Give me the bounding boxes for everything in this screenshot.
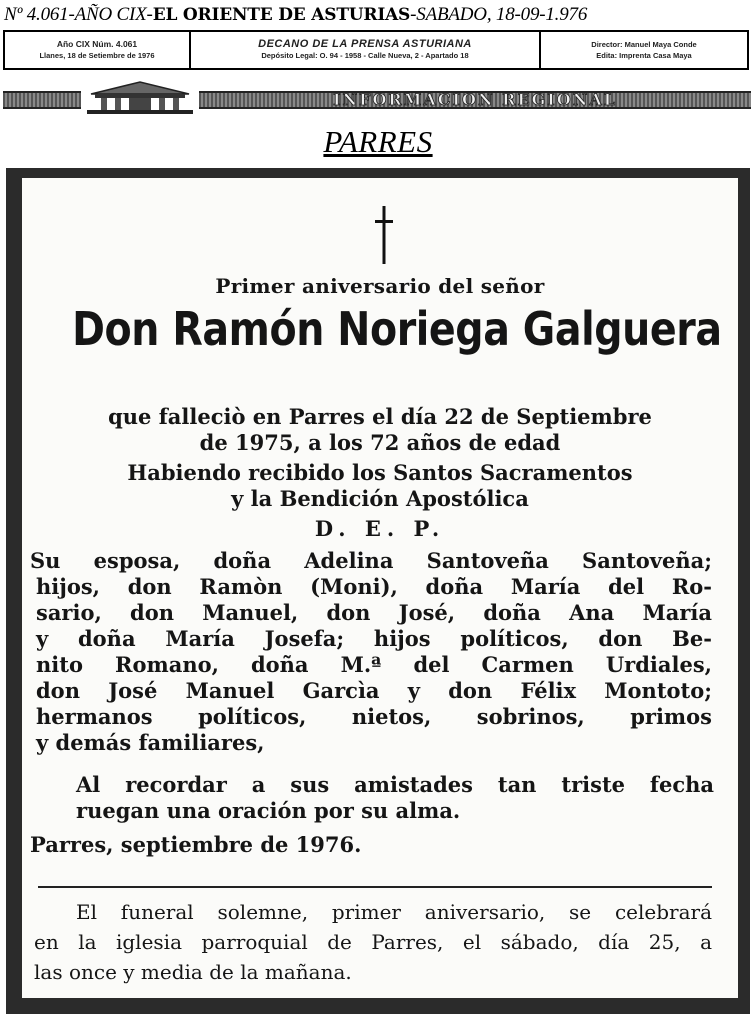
info-center <box>191 32 541 68</box>
newspaper-name: EL ORIENTE DE ASTURIAS <box>152 5 411 25</box>
notice-line: y la Bendición Apostólica <box>231 486 529 511</box>
notice-line: hijos, don Ramòn (Moni), doña María del Ro- <box>36 574 712 599</box>
section-banner <box>3 80 751 116</box>
funeral-line: El funeral solemne, primer aniversario, se celebrará <box>76 900 712 924</box>
notice-line: sario, don Manuel, don José, doña Ana María <box>36 600 712 625</box>
anniversary-subtitle: Primer aniversario del señor <box>215 274 545 298</box>
publisher-line: Edita: Imprenta Casa Maya <box>596 51 692 60</box>
notice-line: hermanos políticos, nietos, sobrinos, primos <box>36 704 712 729</box>
obituary-notice <box>6 168 750 1014</box>
notice-line: que falleciò en Parres el día 22 de Septiembre <box>108 404 652 429</box>
notice-line: Habiendo recibido los Santos Sacramentos <box>127 460 633 485</box>
funeral-line: las once y media de la mañana. <box>34 960 352 984</box>
notice-line: don José Manuel Garcìa y don Félix Montoto; <box>36 678 712 703</box>
year-number: Año CIX Núm. 4.061 <box>56 39 138 49</box>
legal-deposit: Depósito Legal: O. 94 - 1958 - Calle Nueva, 2 - Apartado 18 <box>261 51 469 60</box>
director-line: Director: Manuel Maya Conde <box>591 40 697 49</box>
place-date: Llanes, 18 de Setiembre de 1976 <box>39 51 155 60</box>
notice-line: y demás familiares, <box>36 730 265 755</box>
place-title: PARRES <box>323 124 433 159</box>
issue-number: Nº 4.061-AÑO CIX- <box>4 4 153 25</box>
notice-line: Al recordar a sus amistades tan triste fecha <box>76 772 714 797</box>
notice-line: ruegan una oración por su alma. <box>76 798 461 823</box>
notice-line: y doña María Josefa; hijos políticos, don Be- <box>36 626 712 651</box>
info-left <box>5 32 191 68</box>
notice-line: Su esposa, doña Adelina Santoveña Santoveña; <box>30 548 712 573</box>
notice-body <box>22 178 738 998</box>
deceased-name: Don Ramón Noriega Galguera <box>72 302 722 356</box>
funeral-line: en la iglesia parroquial de Parres, el sábado, día 25, a <box>34 930 712 954</box>
section-banner-title: INFORMACION REGIONAL <box>332 90 618 109</box>
rip-line: D. E. P. <box>314 516 446 541</box>
info-right <box>541 32 747 68</box>
notice-line: de 1975, a los 72 años de edad <box>199 430 561 455</box>
divider <box>38 886 712 888</box>
notice-line: nito Romano, doña M.ª del Carmen Urdiales, <box>36 652 712 677</box>
cross-icon <box>374 206 394 264</box>
dean-title: DECANO DE LA PRENSA ASTURIANA <box>258 38 472 50</box>
masthead-info-box <box>3 30 749 70</box>
notice-closing: Parres, septiembre de 1976. <box>30 832 362 857</box>
building-emblem-icon <box>81 80 199 114</box>
masthead-line <box>4 4 752 28</box>
issue-date: -SABADO, 18-09-1.976 <box>410 4 588 25</box>
